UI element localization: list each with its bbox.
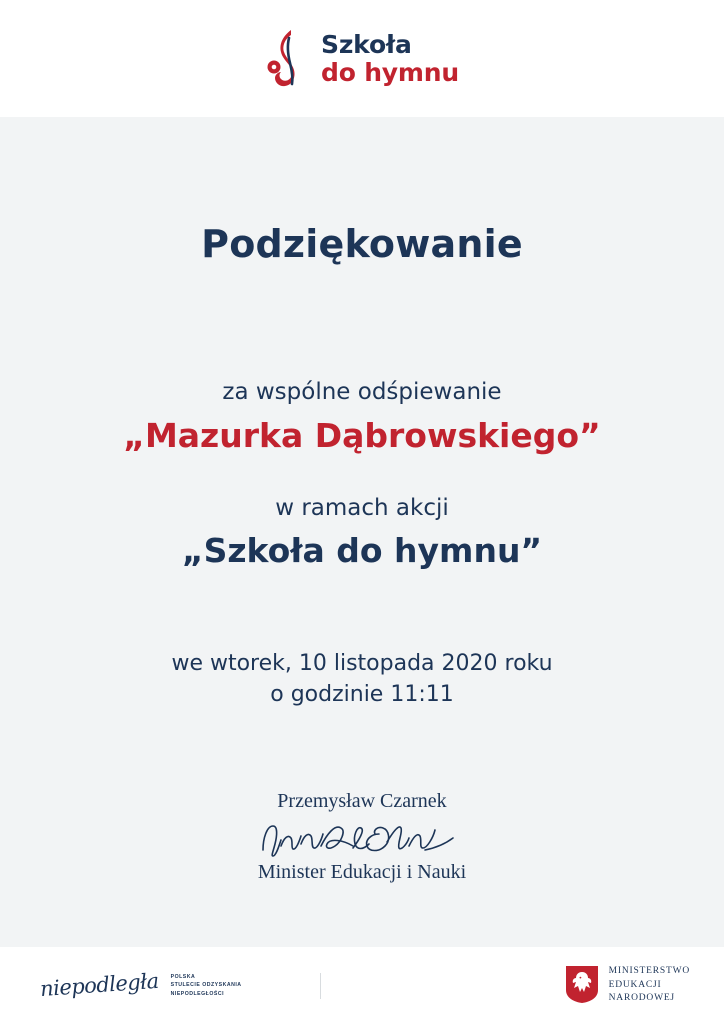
treble-clef-icon	[265, 28, 311, 90]
niepodlegla-wordmark: niepodległa	[39, 969, 160, 1002]
intro-text: za wspólne odśpiewanie	[222, 379, 502, 405]
ministry-logo	[564, 962, 690, 1009]
certificate-body	[0, 117, 724, 947]
date-line-1: we wtorek, 10 listopada 2020 roku	[171, 651, 553, 676]
action-title: „Szkoła do hymnu”	[181, 531, 543, 570]
signer-role: Minister Edukacji i Nauki	[257, 861, 467, 884]
ministry-line-3: NARODOWEJ	[608, 993, 675, 1004]
brand-line-2: do hymnu	[321, 57, 459, 87]
ministry-line-2: EDUKACJI	[608, 979, 662, 990]
page-title: Podziękowanie	[201, 222, 523, 266]
header-band	[0, 0, 724, 117]
ministry-line-1: MINISTERSTWO	[608, 965, 690, 976]
signer-name: Przemysław Czarnek	[277, 790, 447, 813]
niepodlegla-sub-line-3: NIEPODLEGŁOŚCI	[170, 990, 225, 997]
polish-eagle-emblem-icon	[564, 962, 600, 1009]
brand-logo	[265, 28, 459, 90]
niepodlegla-subtitle	[171, 973, 242, 999]
footer-divider	[320, 973, 321, 999]
brand-logo-text	[321, 31, 459, 87]
action-intro-text: w ramach akcji	[275, 495, 449, 521]
song-title: „Mazurka Dąbrowskiego”	[123, 416, 601, 455]
niepodlegla-sub-line-1: POLSKA	[170, 973, 196, 980]
ministry-name	[609, 965, 690, 1006]
date-block	[0, 648, 724, 710]
signature-block	[0, 790, 724, 884]
song-block	[0, 379, 724, 455]
handwritten-signature-icon	[0, 815, 724, 861]
niepodlegla-logo	[39, 969, 242, 1002]
action-block	[0, 495, 724, 570]
niepodlegla-sub-line-2: STULECIE ODZYSKANIA	[170, 982, 242, 989]
footer-band	[0, 947, 724, 1024]
date-line-2: o godzinie 11:11	[270, 682, 454, 708]
brand-line-1: Szkoła	[321, 29, 412, 59]
